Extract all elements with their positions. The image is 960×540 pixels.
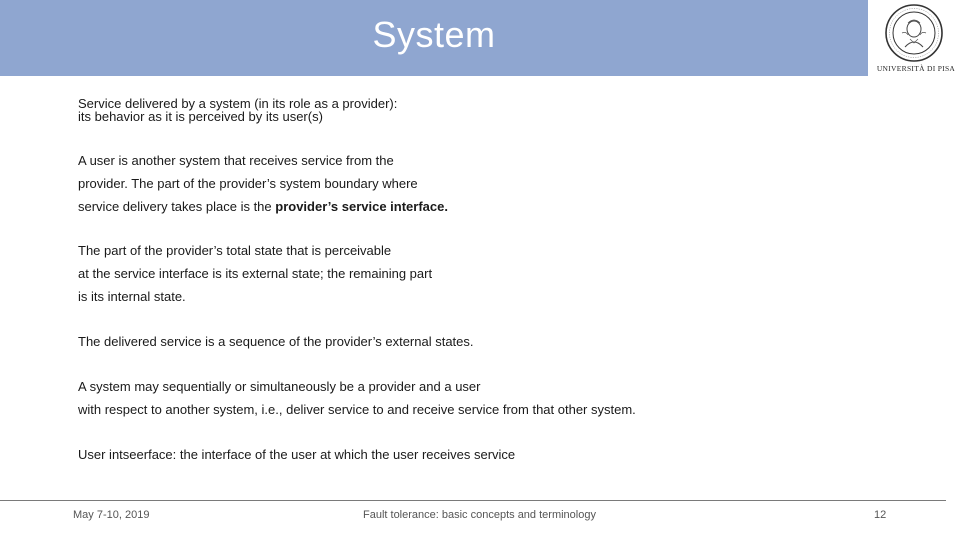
state-paragraph-line-3: is its internal state. [78,289,186,304]
roles-paragraph-line-1: A system may sequentially or simultaneously be a provider and a user [78,379,481,394]
intro-line-1: Service delivered by a system (in its role as a provider): [78,96,398,111]
delivered-service-paragraph: The delivered service is a sequence of the provider’s external states. [78,334,474,349]
user-paragraph-line-3-text: service delivery takes place is the [78,199,276,214]
university-logo [868,0,960,76]
user-paragraph-line-3 [78,195,448,218]
footer-date: May 7-10, 2019 [73,509,150,521]
user-paragraph-line-1: A user is another system that receives service from the [78,153,394,168]
page-number: 12 [874,509,887,521]
service-interface-term: provider’s service interface. [275,199,448,214]
roles-paragraph-line-2: with respect to another system, i.e., deliver service to and receive service from that other system. [78,402,636,417]
intro-line-2: its behavior as it is perceived by its user(s) [78,109,323,124]
footer-title: Fault tolerance: basic concepts and terminology [363,509,596,521]
state-paragraph-line-2: at the service interface is its external state; the remaining part [78,266,433,281]
slide-title: System [372,14,496,55]
university-seal-icon [884,3,944,63]
footer-divider [0,500,946,501]
user-paragraph-line-2: provider. The part of the provider’s system boundary where [78,176,418,191]
user-interface-paragraph: User intseerface: the interface of the user at which the user receives service [78,447,516,462]
state-paragraph-line-1: The part of the provider’s total state that is perceivable [78,243,392,258]
logo-caption: UNIVERSITÀ DI PISA [876,64,956,73]
